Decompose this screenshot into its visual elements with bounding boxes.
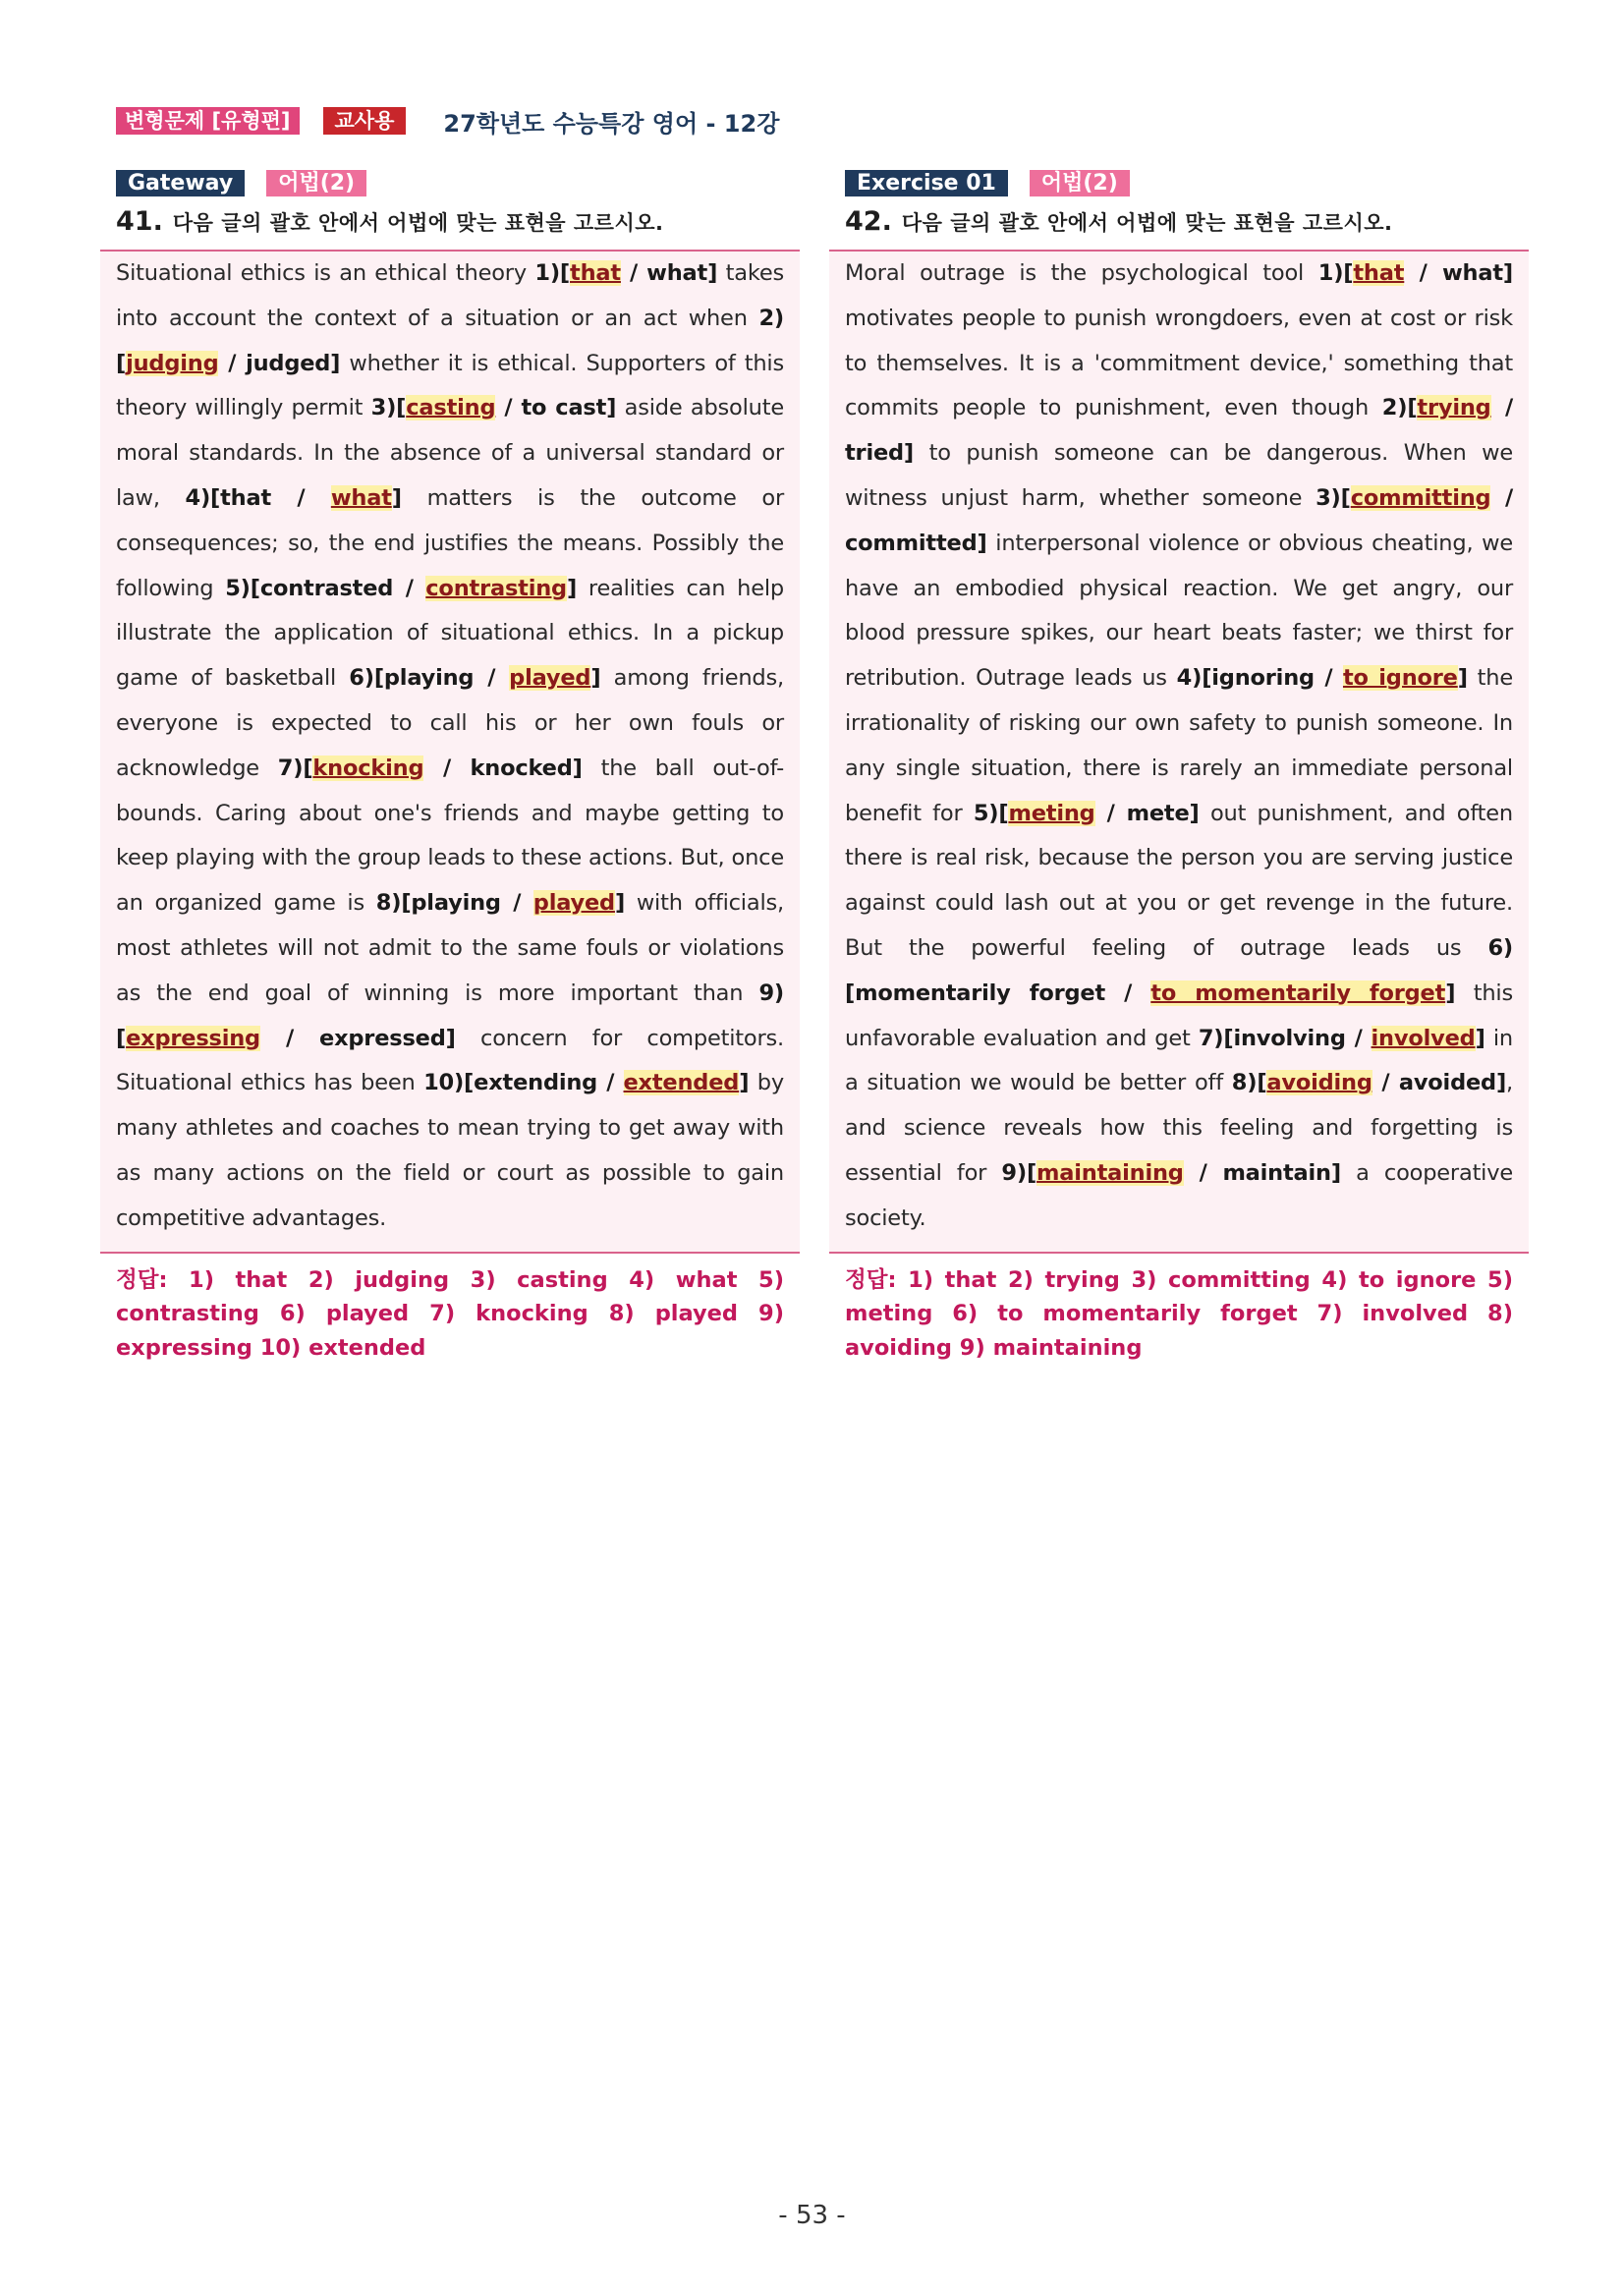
grammar-choice: 6)[momentarily forget / to momentarily forget] bbox=[845, 934, 1513, 1006]
question-heading bbox=[845, 206, 1529, 242]
right-column bbox=[829, 169, 1529, 1365]
correct-answer-highlight: knocking bbox=[312, 755, 424, 781]
correct-answer-highlight: that bbox=[1353, 260, 1405, 286]
correct-answer-highlight: avoiding bbox=[1266, 1070, 1372, 1096]
grammar-choice: 9)[maintaining / maintain] bbox=[1001, 1159, 1341, 1186]
left-column bbox=[100, 169, 800, 1365]
correct-answer-highlight: to ignore bbox=[1342, 665, 1458, 692]
grammar-choice: 4)[ignoring / to ignore] bbox=[1176, 665, 1468, 692]
section-badges bbox=[845, 169, 1529, 196]
answer-key: 정답: 1) that 2) judging 3) casting 4) what 5) contrasting 6) played 7) knocking 8) played 9) expressing 10) extended bbox=[116, 1266, 784, 1361]
grammar-choice: 1)[that / what] bbox=[534, 260, 718, 286]
type-badge: 어법(2) bbox=[1030, 170, 1130, 196]
document-header bbox=[116, 106, 779, 136]
category-tag: 변형문제 [유형편] bbox=[116, 107, 300, 135]
grammar-choice: 7)[knocking / knocked] bbox=[277, 755, 583, 781]
question-number: 41. bbox=[116, 206, 163, 237]
grammar-choice: 3)[casting / to cast] bbox=[370, 395, 617, 421]
passage-text: Situational ethics is an ethical theory 1)[that / what] takes into account the context of a situation or an act when 2)[judging / judged] whether it is ethical. Supporters of this theory willingly permit 3)[casting / to cast] aside absolute moral standards. In the absence of a universal standard or law, 4)[that / what] matters is the outcome or consequences; so, the end justifies the means. Possibly the following 5)[contrasted / contrasting] realities can help illustrate the application of situational ethics. In a pickup game of basketball 6)[playing / played] among friends, everyone is expected to call his or her own fouls or acknowledge 7)[knocking / knocked] the ball out-of-bounds. Caring about one's friends and maybe getting to keep playing with the group leads to these actions. But, once an organized game is 8)[playing / played] with officials, most athletes will not admit to the same fouls or violations as the end goal of winning is more important than 9)[expressing / expressed] concern for competitors. Situational ethics has been 10)[extending / extended] by many athletes and coaches to mean trying to get away with as many actions on the field or court as possible to gain competitive advantages. bbox=[116, 260, 785, 1231]
grammar-choice: 1)[that / what] bbox=[1317, 260, 1513, 286]
correct-answer-highlight: contrasting bbox=[425, 575, 567, 601]
passage-box bbox=[100, 250, 800, 1254]
passage-text: Moral outrage is the psychological tool 1)[that / what] motivates people to punish wrongdoers, even at cost or risk to themselves. It is a 'commitment device,' something that commits people to punishment, even though 2)[trying / tried] to punish someone can be dangerous. When we witness unjust harm, whether someone 3)[committing / committed] interpersonal violence or obvious cheating, we have an embodied physical reaction. We get angry, our blood pressure spikes, our heart beats faster; we thirst for retribution. Outrage leads us 4)[ignoring / to ignore] the irrationality of risking our own safety to punish someone. In any single situation, there is rarely an immediate personal benefit for 5)[meting / mete] out punishment, and often there is real risk, because the person you are serving justice against could lash out at you or get revenge in the future. But the powerful feeling of outrage leads us 6)[momentarily forget / to momentarily forget] this unfavorable evaluation and get 7)[involving / involved] in a situation we would be better off 8)[avoiding / avoided], and science reveals how this feeling and forgetting is essential for 9)[maintaining / maintain] a cooperative society. bbox=[845, 260, 1513, 1231]
question-instruction: 다음 글의 괄호 안에서 어법에 맞는 표현을 고르시오. bbox=[901, 211, 1393, 235]
grammar-choice: 8)[playing / played] bbox=[375, 890, 626, 917]
correct-answer-highlight: judging bbox=[126, 350, 219, 376]
grammar-choice: 3)[committing / committed] bbox=[845, 484, 1513, 556]
correct-answer-highlight: meting bbox=[1008, 800, 1095, 826]
teacher-tag: 교사용 bbox=[323, 107, 407, 135]
grammar-choice: 4)[that / what] bbox=[185, 484, 402, 511]
correct-answer-highlight: extended bbox=[623, 1070, 740, 1096]
grammar-choice: 5)[meting / mete] bbox=[973, 800, 1200, 826]
question-number: 42. bbox=[845, 206, 892, 237]
document-title: 27학년도 수능특강 영어 - 12강 bbox=[443, 109, 780, 138]
correct-answer-highlight: involved bbox=[1371, 1025, 1476, 1051]
grammar-choice: 7)[involving / involved] bbox=[1198, 1025, 1485, 1051]
answer-key: 정답: 1) that 2) trying 3) committing 4) to ignore 5) meting 6) to momentarily forget 7) involved 8) avoiding 9) maintaining bbox=[845, 1266, 1513, 1361]
correct-answer-highlight: maintaining bbox=[1036, 1159, 1184, 1186]
grammar-choice: 2)[judging / judged] bbox=[116, 305, 784, 376]
section-badge: Exercise 01 bbox=[845, 170, 1008, 196]
correct-answer-highlight: casting bbox=[406, 395, 496, 421]
page-number: - 53 - bbox=[778, 2201, 846, 2230]
passage-box bbox=[829, 250, 1529, 1254]
section-badge: Gateway bbox=[116, 170, 245, 196]
correct-answer-highlight: played bbox=[532, 890, 615, 917]
grammar-choice: 5)[contrasted / contrasting] bbox=[225, 575, 578, 601]
correct-answer-highlight: expressing bbox=[126, 1025, 260, 1051]
grammar-choice: 6)[playing / played] bbox=[349, 665, 601, 692]
type-badge: 어법(2) bbox=[266, 170, 366, 196]
correct-answer-highlight: that bbox=[570, 260, 621, 286]
correct-answer-highlight: committing bbox=[1350, 484, 1491, 511]
grammar-choice: 2)[trying / tried] bbox=[845, 395, 1513, 467]
question-heading bbox=[116, 206, 800, 242]
question-instruction: 다음 글의 괄호 안에서 어법에 맞는 표현을 고르시오. bbox=[172, 211, 664, 235]
correct-answer-highlight: trying bbox=[1417, 395, 1491, 421]
grammar-choice: 9)[expressing / expressed] bbox=[116, 980, 784, 1051]
correct-answer-highlight: to momentarily forget bbox=[1150, 980, 1446, 1006]
correct-answer-highlight: what bbox=[330, 484, 392, 511]
correct-answer-highlight: played bbox=[509, 665, 591, 692]
grammar-choice: 10)[extending / extended] bbox=[423, 1070, 750, 1096]
section-badges bbox=[116, 169, 800, 196]
grammar-choice: 8)[avoiding / avoided] bbox=[1231, 1070, 1507, 1096]
